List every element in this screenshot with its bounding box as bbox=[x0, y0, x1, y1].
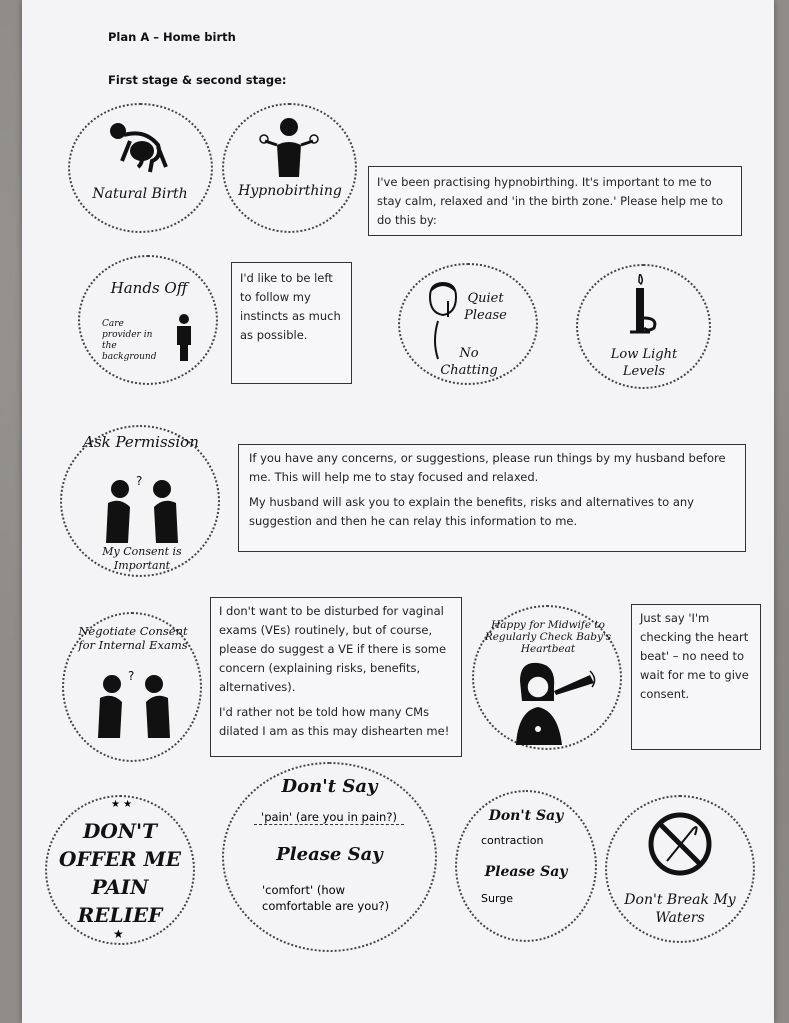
vaginal-exam-note bbox=[210, 597, 462, 757]
two-people-talking-icon bbox=[94, 670, 174, 740]
svg-text:?: ? bbox=[128, 670, 135, 683]
dont-offer-line3: PAIN bbox=[91, 875, 149, 899]
hands-off-label: Hands Off bbox=[110, 279, 188, 297]
prohibited-hook-icon bbox=[647, 811, 713, 877]
heartbeat-note-text: Just say 'I'm checking the heart beat' – no need to wait for me to give consent. bbox=[640, 611, 749, 701]
ask-permission-circle bbox=[60, 425, 220, 577]
hypnobirthing-label: Hypnobirthing bbox=[238, 183, 342, 199]
dont-break-waters-label: Don't Break My Waters bbox=[624, 892, 736, 926]
candle-icon bbox=[626, 274, 660, 342]
please-say-label: Please Say bbox=[484, 864, 568, 880]
dont-offer-line4: RELIEF bbox=[77, 903, 163, 927]
two-people-talking-icon bbox=[100, 475, 184, 545]
quiet-please-label: Quiet Please bbox=[464, 291, 507, 323]
star-icon: ★ ★ bbox=[111, 799, 133, 810]
husband-note-para2: My husband will ask you to explain the benefits, risks and alternatives to any suggestion and then he can relay this information to me. bbox=[249, 495, 694, 528]
instincts-note bbox=[231, 262, 352, 384]
dont-offer-line2: OFFER ME bbox=[58, 847, 182, 871]
dont-say-contraction-circle bbox=[455, 790, 597, 942]
ask-permission-label: Ask Permission bbox=[83, 433, 199, 451]
care-provider-icon bbox=[172, 313, 196, 363]
hypnobirthing-circle bbox=[222, 103, 357, 233]
heartbeat-circle bbox=[472, 605, 622, 750]
husband-note bbox=[238, 444, 746, 552]
natural-birth-label: Natural Birth bbox=[92, 186, 188, 202]
quiet-please-circle bbox=[398, 263, 538, 385]
low-light-label: Low Light Levels bbox=[610, 347, 678, 379]
surge-text: Surge bbox=[481, 892, 514, 905]
dont-say-label: Don't Say bbox=[488, 808, 564, 824]
low-light-circle bbox=[576, 264, 711, 389]
section-heading: First stage & second stage: bbox=[108, 73, 287, 87]
negotiate-consent-circle bbox=[62, 612, 202, 762]
pain-question-text: 'pain' (are you in pain?) bbox=[254, 810, 404, 825]
comfort-text: 'comfort' (how comfortable are you?) bbox=[262, 883, 390, 913]
heartbeat-note bbox=[631, 604, 761, 750]
heartbeat-label: Happy for Midwife to Regularly Check Baby's Heartbeat bbox=[484, 619, 612, 655]
care-provider-label: Care provider in the background bbox=[102, 319, 157, 362]
no-chatting-label: No Chatting bbox=[440, 346, 498, 378]
meditating-woman-icon bbox=[259, 115, 319, 180]
vaginal-exam-note-para2: I'd rather not be told how many CMs dilated I am as this may dishearten me! bbox=[219, 705, 450, 738]
natural-birth-circle bbox=[68, 103, 213, 233]
my-consent-label: My Consent is Important bbox=[102, 545, 182, 572]
page-title: Plan A – Home birth bbox=[108, 30, 236, 44]
star-icon: ★ bbox=[113, 927, 124, 941]
instincts-note-text: I'd like to be left to follow my instincts as much as possible. bbox=[240, 271, 341, 342]
dont-offer-pain-relief-circle bbox=[45, 795, 195, 945]
husband-note-para1: If you have any concerns, or suggestions, please run things by my husband before me. This will help me to stay focused and relaxed. bbox=[249, 451, 726, 484]
midwife-doppler-icon bbox=[510, 661, 600, 746]
dont-say-pain-circle bbox=[222, 762, 437, 952]
kneeling-woman-icon bbox=[100, 117, 180, 177]
hypnobirthing-note-text: I've been practising hypnobirthing. It's important to me to stay calm, relaxed and 'in the birth zone.' Please help me to do this by: bbox=[377, 175, 724, 227]
dont-offer-line1: DON'T bbox=[82, 819, 158, 843]
dont-offer-label bbox=[47, 817, 193, 929]
vaginal-exam-note-para1: I don't want to be disturbed for vaginal exams (VEs) routinely, but of course, please do suggest a VE if there is some concern (explaining risks, benefits, alternatives). bbox=[219, 604, 447, 694]
negotiate-consent-label: Negotiate Consent for Internal Exams bbox=[78, 624, 188, 652]
dont-break-waters-circle bbox=[605, 795, 755, 943]
hands-off-circle bbox=[78, 255, 218, 385]
hypnobirthing-note bbox=[368, 166, 742, 236]
please-say-label: Please Say bbox=[276, 844, 383, 865]
dont-say-label: Don't Say bbox=[281, 776, 378, 797]
contraction-text: contraction bbox=[481, 834, 544, 847]
svg-text:?: ? bbox=[136, 475, 143, 488]
